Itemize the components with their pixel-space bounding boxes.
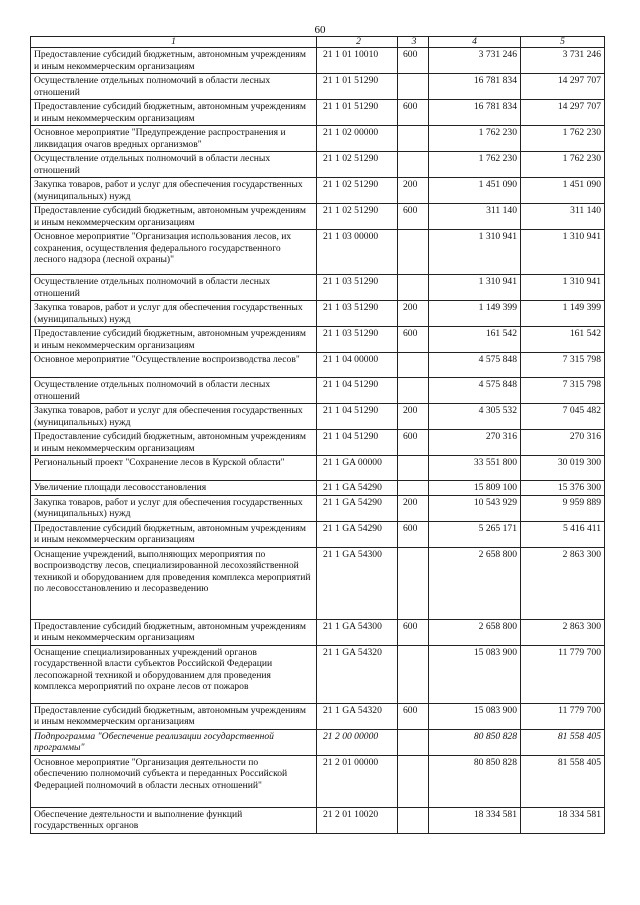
row-code-cell: 21 1 GA 54320 — [317, 645, 398, 703]
row-name-cell: Оснащение специализированных учреждений органов государственной власти субъектов Российской Федерации лесопожарной техникой и оборудованием для проведения комплекса мероприятий по охране лесов от пожаров — [31, 645, 317, 703]
row-type-cell — [398, 807, 429, 833]
row-sum-2021-cell: 15 376 300 — [521, 481, 605, 496]
row-type-cell — [398, 729, 429, 755]
row-name-cell: Основное мероприятие "Предупреждение распространения и ликвидация очагов вредных организмов" — [31, 126, 317, 152]
row-sum-2020-cell: 80 850 828 — [429, 729, 521, 755]
row-code-cell: 21 1 GA 00000 — [317, 456, 398, 481]
table-row — [31, 74, 605, 100]
row-code-cell: 21 1 GA 54320 — [317, 703, 398, 729]
table-row — [31, 126, 605, 152]
row-name-cell: Основное мероприятие "Организация деятельности по обеспечению полномочий субъекта и переданных Российской Федерацией полномочий в области лесных отношений" — [31, 755, 317, 807]
row-type-cell: 600 — [398, 619, 429, 645]
row-sum-2020-cell: 4 305 532 — [429, 404, 521, 430]
row-name-cell: Осуществление отдельных полномочий в области лесных отношений — [31, 275, 317, 301]
row-sum-2020-cell: 1 451 090 — [429, 178, 521, 204]
table-row — [31, 327, 605, 353]
row-name-cell: Предоставление субсидий бюджетным, автономным учреждениям и иным некоммерческим организациям — [31, 430, 317, 456]
header-col-3: 3 — [398, 37, 429, 48]
row-type-cell: 600 — [398, 703, 429, 729]
row-sum-2020-cell: 161 542 — [429, 327, 521, 353]
row-code-cell: 21 1 03 51290 — [317, 301, 398, 327]
table-row — [31, 481, 605, 496]
row-name-cell: Региональный проект "Сохранение лесов в Курской области" — [31, 456, 317, 481]
row-type-cell: 200 — [398, 301, 429, 327]
row-sum-2021-cell: 1 310 941 — [521, 275, 605, 301]
table-row — [31, 619, 605, 645]
row-name-cell: Закупка товаров, работ и услуг для обеспечения государственных (муниципальных) нужд — [31, 178, 317, 204]
row-sum-2021-cell: 30 019 300 — [521, 456, 605, 481]
row-type-cell: 600 — [398, 327, 429, 353]
row-name-cell: Предоставление субсидий бюджетным, автономным учреждениям и иным некоммерческим организациям — [31, 619, 317, 645]
row-code-cell: 21 1 02 51290 — [317, 204, 398, 230]
row-sum-2021-cell: 1 149 399 — [521, 301, 605, 327]
row-type-cell — [398, 547, 429, 619]
row-code-cell: 21 1 GA 54300 — [317, 619, 398, 645]
row-sum-2021-cell: 7 315 798 — [521, 378, 605, 404]
row-sum-2020-cell: 16 781 834 — [429, 74, 521, 100]
row-name-cell: Предоставление субсидий бюджетным, автономным учреждениям и иным некоммерческим организациям — [31, 204, 317, 230]
row-name-cell: Подпрограмма "Обеспечение реализации государственной программы" — [31, 729, 317, 755]
row-sum-2020-cell: 1 762 230 — [429, 152, 521, 178]
row-sum-2021-cell: 5 416 411 — [521, 521, 605, 547]
row-code-cell: 21 1 03 00000 — [317, 230, 398, 275]
row-type-cell: 600 — [398, 48, 429, 74]
row-sum-2020-cell: 15 083 900 — [429, 703, 521, 729]
table-row — [31, 547, 605, 619]
row-type-cell — [398, 275, 429, 301]
row-code-cell: 21 1 GA 54290 — [317, 495, 398, 521]
row-type-cell: 600 — [398, 430, 429, 456]
row-sum-2021-cell: 1 762 230 — [521, 126, 605, 152]
row-sum-2020-cell: 2 658 800 — [429, 547, 521, 619]
row-type-cell — [398, 481, 429, 496]
row-code-cell: 21 1 01 51290 — [317, 74, 398, 100]
row-type-cell — [398, 378, 429, 404]
row-sum-2020-cell: 4 575 848 — [429, 353, 521, 378]
row-sum-2020-cell: 270 316 — [429, 430, 521, 456]
row-sum-2020-cell: 3 731 246 — [429, 48, 521, 74]
row-type-cell — [398, 353, 429, 378]
row-code-cell: 21 2 01 10020 — [317, 807, 398, 833]
table-row — [31, 230, 605, 275]
row-sum-2020-cell: 16 781 834 — [429, 100, 521, 126]
row-sum-2021-cell: 311 140 — [521, 204, 605, 230]
row-sum-2021-cell: 14 297 707 — [521, 74, 605, 100]
row-sum-2020-cell: 1 310 941 — [429, 230, 521, 275]
row-sum-2020-cell: 1 762 230 — [429, 126, 521, 152]
table-row — [31, 404, 605, 430]
table-row — [31, 807, 605, 833]
row-sum-2021-cell: 2 863 300 — [521, 547, 605, 619]
row-code-cell: 21 1 04 00000 — [317, 353, 398, 378]
table-header-row — [31, 37, 605, 48]
row-name-cell: Оснащение учреждений, выполняющих мероприятия по воспроизводству лесов, специализированной лесохозяйственной техникой и оборудованием для проведения комплекса мероприятий по лесовосстановлению и лесоразведению — [31, 547, 317, 619]
row-code-cell: 21 1 02 51290 — [317, 178, 398, 204]
row-type-cell: 200 — [398, 404, 429, 430]
row-sum-2021-cell: 3 731 246 — [521, 48, 605, 74]
row-sum-2020-cell: 15 809 100 — [429, 481, 521, 496]
row-code-cell: 21 2 00 00000 — [317, 729, 398, 755]
row-name-cell: Основное мероприятие "Осуществление воспроизводства лесов" — [31, 353, 317, 378]
table-row — [31, 755, 605, 807]
row-code-cell: 21 1 04 51290 — [317, 378, 398, 404]
table-row — [31, 521, 605, 547]
table-row — [31, 100, 605, 126]
table-row — [31, 353, 605, 378]
row-sum-2021-cell: 11 779 700 — [521, 645, 605, 703]
row-code-cell: 21 1 02 00000 — [317, 126, 398, 152]
row-name-cell: Предоставление субсидий бюджетным, автономным учреждениям и иным некоммерческим организациям — [31, 521, 317, 547]
row-name-cell: Закупка товаров, работ и услуг для обеспечения государственных (муниципальных) нужд — [31, 404, 317, 430]
row-type-cell: 600 — [398, 521, 429, 547]
row-type-cell: 200 — [398, 178, 429, 204]
row-code-cell: 21 1 03 51290 — [317, 327, 398, 353]
row-sum-2020-cell: 4 575 848 — [429, 378, 521, 404]
row-sum-2021-cell: 1 310 941 — [521, 230, 605, 275]
table-row — [31, 275, 605, 301]
row-name-cell: Предоставление субсидий бюджетным, автономным учреждениям и иным некоммерческим организациям — [31, 327, 317, 353]
row-sum-2020-cell: 1 149 399 — [429, 301, 521, 327]
row-type-cell — [398, 152, 429, 178]
row-name-cell: Предоставление субсидий бюджетным, автономным учреждениям и иным некоммерческим организациям — [31, 703, 317, 729]
row-sum-2020-cell: 10 543 929 — [429, 495, 521, 521]
table-row — [31, 430, 605, 456]
row-code-cell: 21 1 GA 54290 — [317, 521, 398, 547]
row-sum-2020-cell: 1 310 941 — [429, 275, 521, 301]
row-name-cell: Закупка товаров, работ и услуг для обеспечения государственных (муниципальных) нужд — [31, 301, 317, 327]
row-type-cell — [398, 456, 429, 481]
row-sum-2021-cell: 11 779 700 — [521, 703, 605, 729]
row-sum-2021-cell: 81 558 405 — [521, 755, 605, 807]
table-row — [31, 48, 605, 74]
row-type-cell — [398, 645, 429, 703]
row-type-cell — [398, 126, 429, 152]
page-number: 60 — [314, 24, 326, 36]
header-col-4: 4 — [429, 37, 521, 48]
row-sum-2020-cell: 5 265 171 — [429, 521, 521, 547]
row-sum-2021-cell: 2 863 300 — [521, 619, 605, 645]
row-type-cell: 600 — [398, 204, 429, 230]
row-sum-2021-cell: 7 045 482 — [521, 404, 605, 430]
row-type-cell — [398, 230, 429, 275]
row-name-cell: Закупка товаров, работ и услуг для обеспечения государственных (муниципальных) нужд — [31, 495, 317, 521]
row-sum-2020-cell: 33 551 800 — [429, 456, 521, 481]
table-row — [31, 495, 605, 521]
row-sum-2020-cell: 18 334 581 — [429, 807, 521, 833]
table-row — [31, 456, 605, 481]
row-type-cell — [398, 74, 429, 100]
row-sum-2021-cell: 14 297 707 — [521, 100, 605, 126]
row-name-cell: Обеспечение деятельности и выполнение функций государственных органов — [31, 807, 317, 833]
row-code-cell: 21 1 02 51290 — [317, 152, 398, 178]
header-col-2: 2 — [317, 37, 398, 48]
row-name-cell: Основное мероприятие "Организация использования лесов, их сохранения, осуществления федерального государственного лесного надзора (лесной охраны)" — [31, 230, 317, 275]
row-name-cell: Увеличение площади лесовосстановления — [31, 481, 317, 496]
row-code-cell: 21 1 GA 54290 — [317, 481, 398, 496]
table-row — [31, 378, 605, 404]
row-name-cell: Осуществление отдельных полномочий в области лесных отношений — [31, 378, 317, 404]
row-sum-2020-cell: 15 083 900 — [429, 645, 521, 703]
budget-table — [30, 36, 605, 834]
row-type-cell: 200 — [398, 495, 429, 521]
row-sum-2021-cell: 9 959 889 — [521, 495, 605, 521]
table-row — [31, 729, 605, 755]
row-name-cell: Предоставление субсидий бюджетным, автономным учреждениям и иным некоммерческим организациям — [31, 100, 317, 126]
row-sum-2020-cell: 2 658 800 — [429, 619, 521, 645]
row-code-cell: 21 1 04 51290 — [317, 430, 398, 456]
row-sum-2021-cell: 161 542 — [521, 327, 605, 353]
row-code-cell: 21 1 GA 54300 — [317, 547, 398, 619]
table-row — [31, 152, 605, 178]
row-code-cell: 21 1 04 51290 — [317, 404, 398, 430]
header-col-1: 1 — [31, 37, 317, 48]
table-row — [31, 301, 605, 327]
row-name-cell: Предоставление субсидий бюджетным, автономным учреждениям и иным некоммерческим организациям — [31, 48, 317, 74]
table-row — [31, 178, 605, 204]
row-sum-2021-cell: 270 316 — [521, 430, 605, 456]
row-code-cell: 21 1 01 51290 — [317, 100, 398, 126]
row-name-cell: Осуществление отдельных полномочий в области лесных отношений — [31, 74, 317, 100]
table-row — [31, 645, 605, 703]
table-row — [31, 703, 605, 729]
row-sum-2021-cell: 1 762 230 — [521, 152, 605, 178]
row-sum-2021-cell: 7 315 798 — [521, 353, 605, 378]
row-type-cell — [398, 755, 429, 807]
row-sum-2021-cell: 18 334 581 — [521, 807, 605, 833]
table-row — [31, 204, 605, 230]
row-code-cell: 21 1 01 10010 — [317, 48, 398, 74]
row-sum-2020-cell: 80 850 828 — [429, 755, 521, 807]
row-type-cell: 600 — [398, 100, 429, 126]
row-code-cell: 21 1 03 51290 — [317, 275, 398, 301]
row-sum-2021-cell: 1 451 090 — [521, 178, 605, 204]
row-sum-2020-cell: 311 140 — [429, 204, 521, 230]
row-sum-2021-cell: 81 558 405 — [521, 729, 605, 755]
row-code-cell: 21 2 01 00000 — [317, 755, 398, 807]
header-col-5: 5 — [521, 37, 605, 48]
row-name-cell: Осуществление отдельных полномочий в области лесных отношений — [31, 152, 317, 178]
